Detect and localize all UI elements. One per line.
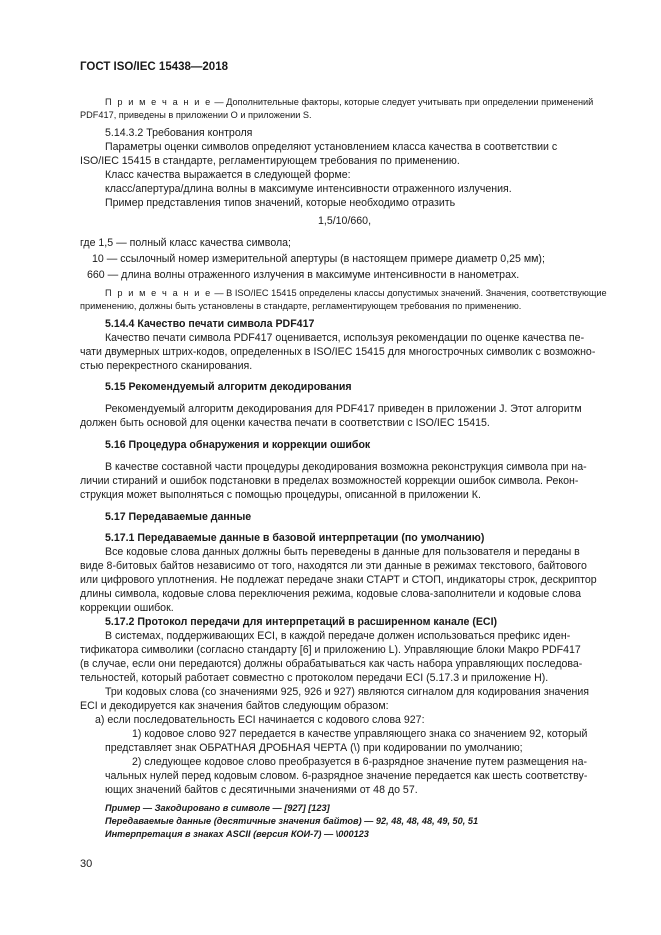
paragraph-line: ISO/IEC 15415 в стандарте, регламентирующем требования по применению. xyxy=(80,155,460,167)
note-label: П р и м е ч а н и е xyxy=(105,97,212,107)
list-item-2-cont: ющих значений байтов с десятичными значениями от 48 до 57. xyxy=(105,784,418,796)
example-line: Интерпретация в знаках ASCII (версия КОИ-7) — \000123 xyxy=(105,829,369,839)
paragraph-line: стью перекрестного сканирования. xyxy=(80,360,253,372)
paragraph-line: личии стираний и ошибок подстановки в пределах возможностей коррекции ошибок символа. Рекон- xyxy=(80,475,579,487)
paragraph-line: коррекции ошибок. xyxy=(80,602,174,614)
section-heading: 5.14.4 Качество печати символа PDF417 xyxy=(105,318,315,330)
subsection-heading: 5.17.2 Протокол передачи для интерпретаций в расширенном канале (ECI) xyxy=(105,616,498,628)
paragraph-line: Все кодовые слова данных должны быть переведены в данные для пользователя и переданы в xyxy=(105,546,580,558)
note-2-line-2: применению, должны быть установлены в стандарте, регламентирующем требования по применению. xyxy=(80,301,522,311)
paragraph-line: Пример представления типов значений, которые необходимо отразить xyxy=(105,197,456,209)
paragraph-line: (в случае, если они передаются) должны обрабатываться как часть набора управляющих последова- xyxy=(80,658,583,670)
list-item-a: а) если последовательность ECI начинается с кодового слова 927: xyxy=(95,714,425,726)
list-item-1: 1) кодовое слово 927 передается в качестве управляющего знака со значением 92, который xyxy=(132,728,588,740)
paragraph-line: чати двумерных штрих-кодов, определенных в ISO/IEC 15415 для многострочных символик с возможно- xyxy=(80,346,596,358)
note-text: — В ISO/IEC 15415 определены классы допустимых значений. Значения, соответствующие xyxy=(214,288,607,298)
paragraph-line: должен быть основой для оценки качества печати в соответствии с ISO/IEC 15415. xyxy=(80,417,490,429)
formula: 1,5/10/660, xyxy=(318,215,372,227)
note-text: — Дополнительные факторы, которые следует учитывать при определении применений xyxy=(214,97,594,107)
document-header: ГОСТ ISO/IEC 15438—2018 xyxy=(80,61,228,73)
paragraph-line: или цифрового уплотнения. Не подлежат передаче знаки СТАРТ и СТОП, индикаторы строк, дескриптор xyxy=(80,574,597,586)
paragraph-line: длины символа, кодовые слова переключения режима, кодовые слова-заполнители и кодовые слова xyxy=(80,588,582,600)
paragraph-line: Класс качества выражается в следующей форме: xyxy=(105,169,351,181)
paragraph-line: тификатора символики (согласно стандарту [6] и приложению L). Управляющие блоки Макро PDF417 xyxy=(80,644,581,656)
paragraph-line: Параметры оценки символов определяют установлением класса качества в соответствии с xyxy=(105,141,558,153)
page-number: 30 xyxy=(80,858,93,870)
paragraph-line: Три кодовых слова (со значениями 925, 926 и 927) являются сигналом для кодирования значения xyxy=(105,686,589,698)
note-1-line-1 xyxy=(105,96,593,108)
paragraph-line: Качество печати символа PDF417 оценивается, используя рекомендации по оценке качества пе- xyxy=(105,332,585,344)
example-line: Пример — Закодировано в символе — [927] [123] xyxy=(105,803,330,813)
section-heading: 5.17 Передаваемые данные xyxy=(105,511,252,523)
section-heading: 5.15 Рекомендуемый алгоритм декодирования xyxy=(105,381,352,393)
note-2-line-1 xyxy=(105,287,607,299)
paragraph-line: виде 8-битовых байтов независимо от того, находятся ли эти данные в режимах текстового, байтового xyxy=(80,560,587,572)
where-line: 660 — длина волны отраженного излучения в максимуме интенсивности в нанометрах. xyxy=(87,269,520,281)
subsection-title: 5.14.3.2 Требования контроля xyxy=(105,127,253,139)
subsection-heading: 5.17.1 Передаваемые данные в базовой интерпретации (по умолчанию) xyxy=(105,532,485,544)
paragraph-line: В качестве составной части процедуры декодирования возможна реконструкция символа при на- xyxy=(105,461,587,473)
where-line: где 1,5 — полный класс качества символа; xyxy=(80,237,291,249)
paragraph-line: ECI и декодируется как значения байтов следующим образом: xyxy=(80,700,389,712)
paragraph-line: тельностей, который работает совместно с протоколом передачи ECI (5.17.3 и приложение Н). xyxy=(80,672,549,684)
section-heading: 5.16 Процедура обнаружения и коррекции ошибок xyxy=(105,439,371,451)
list-item-2: 2) следующее кодовое слово преобразуется в 6-разрядное значение путем размещения на- xyxy=(132,756,588,768)
example-line: Передаваемые данные (десятичные значения байтов) — 92, 48, 48, 48, 49, 50, 51 xyxy=(105,816,479,826)
paragraph-line: струкция может выполняться с помощью процедуры, описанной в приложении К. xyxy=(80,489,481,501)
where-line: 10 — ссылочный номер измерительной апертуры (в настоящем примере диаметр 0,25 мм); xyxy=(92,253,545,265)
list-item-2-cont: чальных нулей перед кодовым словом. 6-разрядное значение передается как шесть соответству- xyxy=(105,770,588,782)
paragraph-line: класс/апертура/длина волны в максимуме интенсивности отраженного излучения. xyxy=(105,183,512,195)
paragraph-line: В системах, поддерживающих ECI, в каждой передаче должен использоваться префикс иден- xyxy=(105,630,571,642)
list-item-1-cont: представляет знак ОБРАТНАЯ ДРОБНАЯ ЧЕРТА (\) при кодировании по умолчанию; xyxy=(105,742,523,754)
note-label: П р и м е ч а н и е xyxy=(105,288,212,298)
paragraph-line: Рекомендуемый алгоритм декодирования для PDF417 приведен в приложении J. Этот алгоритм xyxy=(105,403,582,415)
note-1-line-2: PDF417, приведены в приложении О и приложении S. xyxy=(80,110,312,120)
